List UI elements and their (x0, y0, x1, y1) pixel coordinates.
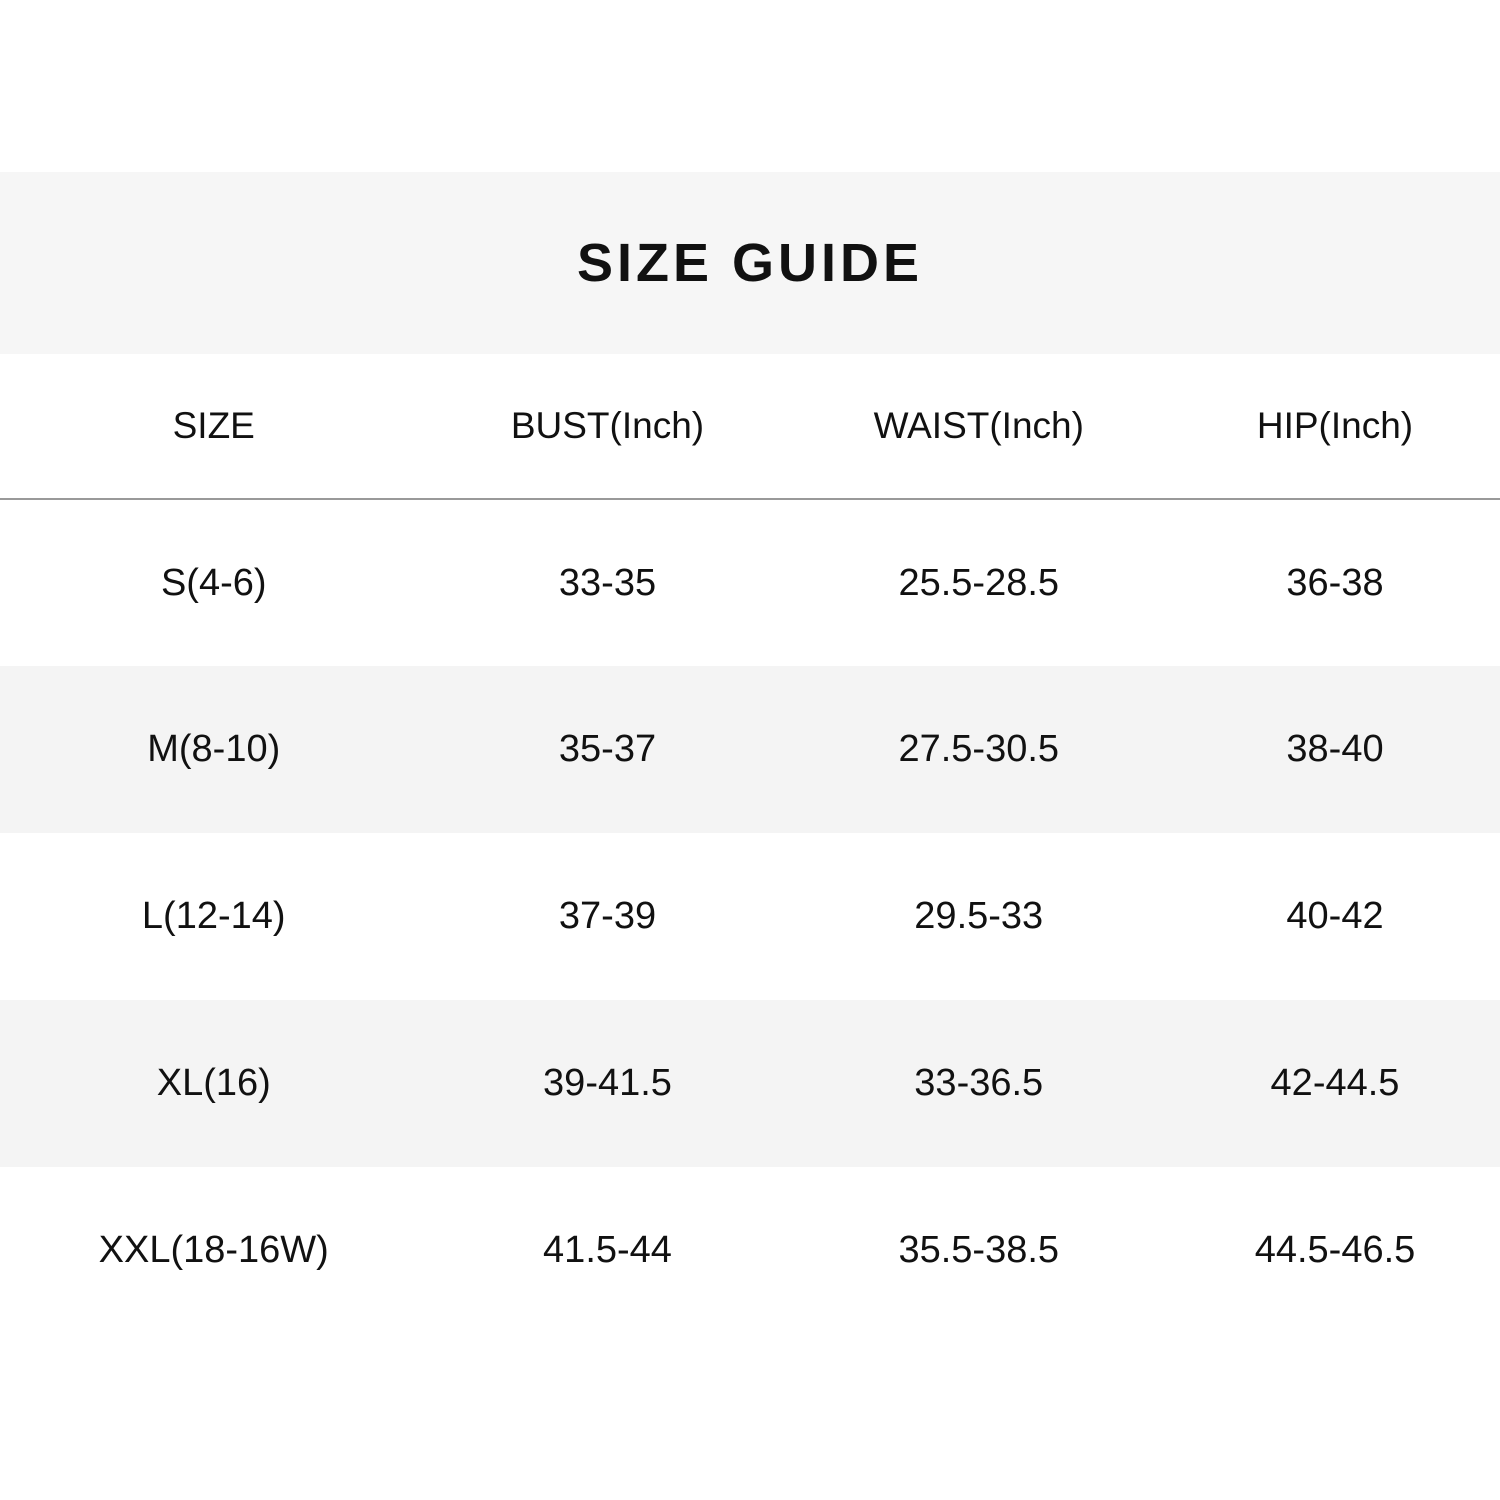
cell-size: S(4-6) (160, 561, 267, 604)
cell-bust: 33-35 (558, 561, 657, 604)
cell-hip: 44.5-46.5 (1254, 1229, 1416, 1271)
table-row (0, 499, 1500, 666)
table-body (0, 499, 1500, 1334)
top-spacer (0, 0, 1500, 172)
cell-hip: 42-44.5 (1270, 1062, 1400, 1104)
column-header-bust: BUST(Inch) (428, 354, 788, 499)
column-header-hip: HIP(Inch) (1170, 354, 1500, 499)
cell-size: M(8-10) (147, 728, 281, 770)
table-row (0, 833, 1500, 1000)
cell-size: XL(16) (156, 1062, 271, 1104)
title-band (0, 172, 1500, 354)
cell-bust: 41.5-44 (543, 1229, 672, 1271)
table-header-row (0, 354, 1500, 499)
cell-hip: 40-42 (1286, 895, 1384, 937)
table-row (0, 1000, 1500, 1167)
cell-bust: 37-39 (558, 895, 657, 937)
cell-waist: 27.5-30.5 (898, 728, 1060, 770)
cell-waist: 25.5-28.5 (898, 561, 1060, 604)
cell-waist: 35.5-38.5 (898, 1229, 1060, 1271)
size-guide-table (0, 354, 1500, 1334)
cell-size: L(12-14) (141, 895, 286, 937)
cell-bust: 39-41.5 (543, 1062, 672, 1104)
column-header-waist: WAIST(Inch) (788, 354, 1171, 499)
cell-hip: 36-38 (1286, 561, 1384, 604)
bottom-spacer (0, 1334, 1500, 1500)
cell-waist: 29.5-33 (914, 895, 1044, 937)
table-row (0, 1167, 1500, 1334)
cell-size: XXL(18-16W) (98, 1229, 329, 1271)
table-header (0, 354, 1500, 499)
column-header-size: SIZE (0, 354, 428, 499)
page-title: SIZE GUIDE (576, 233, 924, 293)
cell-bust: 35-37 (558, 728, 657, 770)
cell-hip: 38-40 (1286, 728, 1384, 770)
table-row (0, 666, 1500, 833)
cell-waist: 33-36.5 (914, 1062, 1044, 1104)
